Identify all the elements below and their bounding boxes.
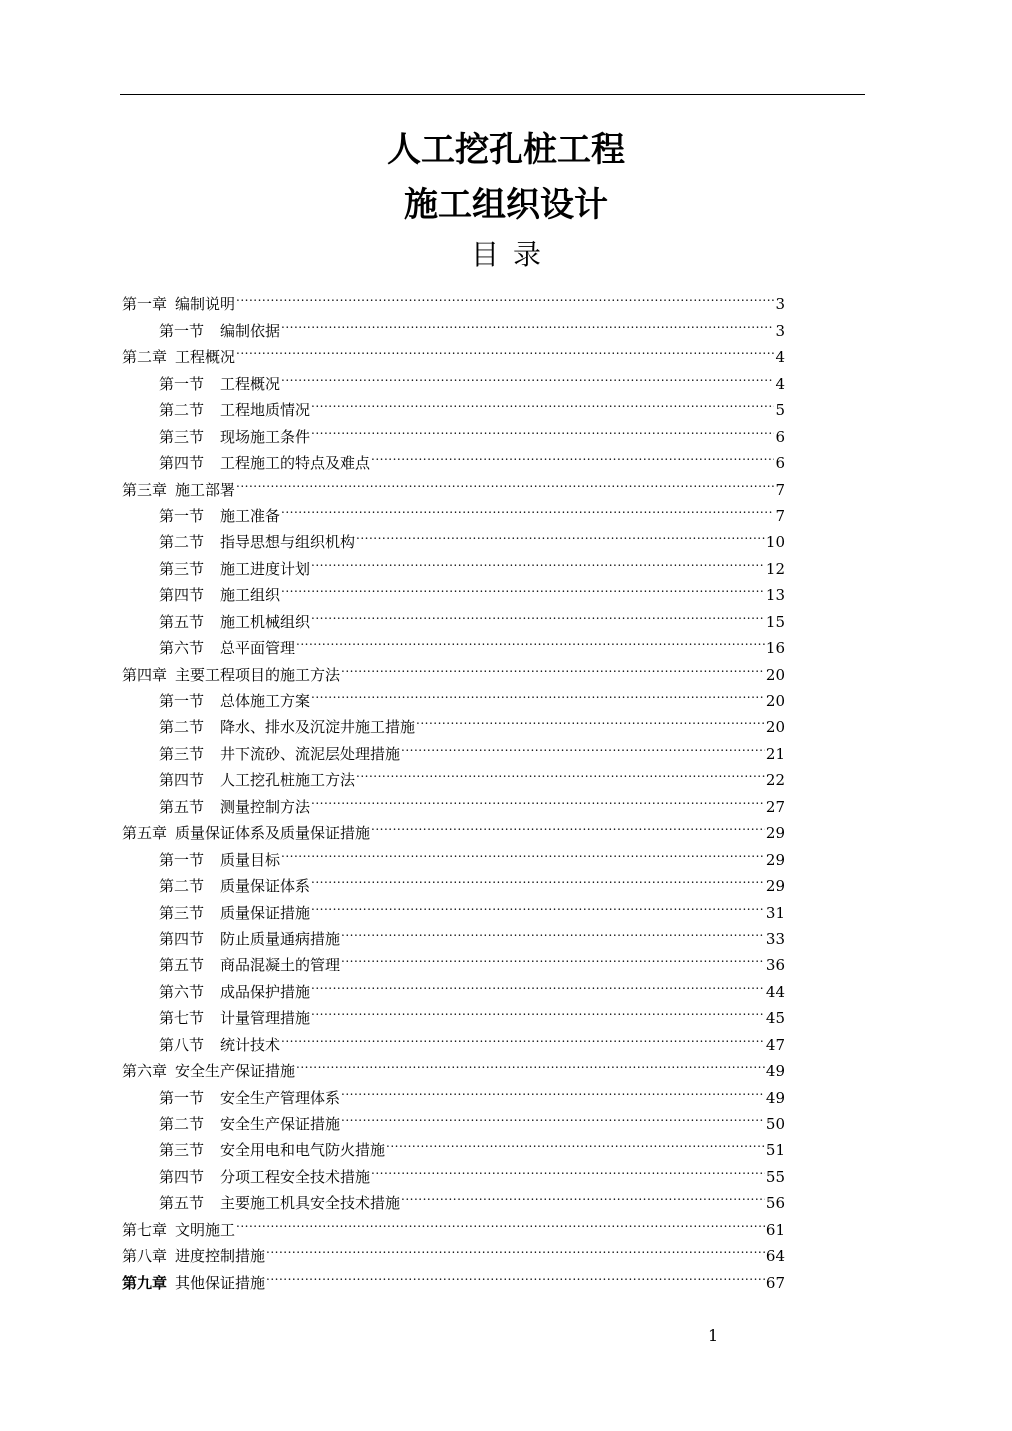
- toc-entry-title: 安全用电和电气防火措施: [220, 1141, 386, 1160]
- toc-dot-leader: [281, 574, 765, 600]
- toc-heading: 目录: [470, 238, 555, 271]
- toc-entry-page: 5: [775, 401, 785, 420]
- toc-dot-leader: [281, 495, 774, 521]
- toc-entry-title: 施工机械组织: [220, 612, 311, 631]
- toc-entry-label: [159, 1085, 340, 1111]
- toc-entry-title: 人工挖孔桩施工方法: [220, 771, 356, 790]
- toc-entry-label: [159, 1111, 340, 1137]
- toc-entry-title: 安全生产保证措施: [220, 1115, 341, 1133]
- toc-entry-title: 其他保证措施: [175, 1273, 266, 1292]
- toc-entry-number: 第一节: [159, 374, 205, 393]
- toc-entry-title: 施工部署: [175, 480, 236, 499]
- toc-entry-label: [159, 794, 310, 820]
- toc-entry-number: 第八节: [159, 1035, 205, 1054]
- toc-entry-page: 29: [765, 877, 785, 896]
- toc-entry-page: 56: [765, 1194, 785, 1213]
- toc-entry-label: [159, 1032, 280, 1058]
- toc-dot-leader: [311, 389, 774, 415]
- toc-entry-page: 27: [765, 797, 785, 816]
- toc-entry-page: 33: [765, 929, 785, 948]
- toc-dot-leader: [341, 653, 765, 679]
- toc-entry-number: 第八章: [122, 1247, 168, 1266]
- toc-entry-number: 第四节: [159, 454, 205, 473]
- toc-entry-title: 计量管理措施: [220, 1009, 311, 1028]
- toc-dot-leader: [236, 336, 774, 362]
- toc-entry-title: 统计技术: [220, 1035, 281, 1054]
- toc-dot-leader: [296, 627, 765, 653]
- toc-entry-number: 第二节: [159, 401, 205, 420]
- toc-entry-page: 61: [765, 1220, 785, 1239]
- toc-entry-page: 7: [775, 480, 785, 499]
- toc-entry-label: [159, 900, 310, 926]
- toc-dot-leader: [401, 1182, 765, 1208]
- toc-entry-page: 7: [775, 506, 785, 525]
- toc-dot-leader: [311, 680, 765, 706]
- toc-entry-label: [159, 714, 415, 740]
- toc-dot-leader: [311, 970, 765, 996]
- toc-dot-leader: [281, 1023, 765, 1049]
- header-rule: [120, 94, 865, 95]
- toc-entry-title: 测量控制方法: [220, 797, 311, 816]
- toc-entry-label: [159, 1137, 385, 1163]
- toc-entry-label: [122, 1217, 235, 1243]
- toc-entry-label: [159, 609, 310, 635]
- toc-dot-leader: [311, 415, 774, 441]
- toc-entry-page: 31: [765, 903, 785, 922]
- toc-dot-leader: [236, 283, 774, 309]
- toc-entry-title: 工程地质情况: [220, 401, 311, 420]
- toc-entry-page: 10: [765, 533, 785, 552]
- toc-dot-leader: [281, 309, 774, 335]
- toc-entry-page: 49: [765, 1088, 785, 1107]
- toc-entry-label: [159, 1164, 370, 1190]
- toc-dot-leader: [266, 1261, 765, 1287]
- toc-entry-title: 成品保护措施: [220, 982, 311, 1001]
- toc-dot-leader: [371, 1155, 765, 1181]
- toc-entry-title: 工程施工的特点及难点: [220, 454, 371, 473]
- toc-entry-label: [159, 503, 280, 529]
- toc-entry-title: 质量保证体系及质量保证措施: [175, 824, 371, 843]
- toc-entry-number: 第五节: [159, 612, 205, 631]
- toc-entry-page: 6: [775, 454, 785, 473]
- document-title: 人工挖孔桩工程: [387, 130, 625, 170]
- toc-entry-page: 6: [775, 427, 785, 446]
- toc-entry-title: 降水、排水及沉淀井施工措施: [220, 718, 416, 737]
- toc-dot-leader: [311, 547, 765, 573]
- toc-entry-page: 20: [765, 718, 785, 737]
- toc-entry-title: 施工组织: [220, 586, 281, 605]
- toc-entry-title: 防止质量通病措施: [220, 929, 341, 948]
- toc-entry-title: 进度控制措施: [175, 1247, 266, 1266]
- toc-entry-label: [122, 1243, 265, 1269]
- toc-entry-page: 21: [765, 744, 785, 763]
- toc-entry-title: 质量目标: [220, 850, 281, 869]
- document-subtitle: 施工组织设计: [404, 185, 608, 225]
- toc-entry-page: 4: [775, 374, 785, 393]
- toc-entry-number: 第四节: [159, 929, 205, 948]
- toc-entry-number: 第一章: [122, 295, 168, 314]
- toc-dot-leader: [356, 759, 765, 785]
- toc-entry-number: 第五章: [122, 824, 168, 843]
- toc-entry-title: 井下流砂、流泥层处理措施: [220, 744, 401, 763]
- toc-entry-page: 51: [765, 1141, 785, 1160]
- toc-dot-leader: [341, 1103, 765, 1129]
- toc-entry-label: [159, 371, 280, 397]
- toc-dot-leader: [416, 706, 765, 732]
- toc-dot-leader: [236, 468, 774, 494]
- toc-entry-page: 67: [765, 1273, 785, 1292]
- toc-entry-label: [159, 582, 280, 608]
- toc-entry-number: 第三节: [159, 1141, 205, 1160]
- toc-entry-number: 第二节: [159, 877, 205, 896]
- toc-entry-number: 第五节: [159, 956, 205, 975]
- toc-entry-title: 总平面管理: [220, 639, 296, 658]
- toc-entry-page: 64: [765, 1247, 785, 1266]
- toc-entry-number: 第一节: [159, 850, 205, 869]
- toc-entry-page: 50: [765, 1115, 785, 1133]
- toc-dot-leader: [266, 1235, 765, 1261]
- toc-dot-leader: [341, 1076, 765, 1102]
- toc-dot-leader: [281, 838, 765, 864]
- toc-entry-page: 55: [765, 1167, 785, 1186]
- toc-entry-title: 商品混凝土的管理: [220, 956, 341, 975]
- toc-entry-page: 20: [765, 665, 785, 684]
- toc-entry-page: 13: [765, 586, 785, 605]
- toc-entry-title: 安全生产保证措施: [175, 1062, 296, 1081]
- toc-dot-leader: [281, 362, 774, 388]
- toc-entry-number: 第四节: [159, 1167, 205, 1186]
- toc-entry-number: 第七章: [122, 1220, 168, 1239]
- toc-entry-label: [159, 979, 310, 1005]
- toc-entry-label: [122, 1058, 295, 1084]
- toc-entry-number: 第六节: [159, 982, 205, 1001]
- toc-entry-page: 15: [765, 612, 785, 631]
- toc-entry-title: 质量保证体系: [220, 877, 311, 896]
- toc-dot-leader: [311, 865, 765, 891]
- table-of-contents: [122, 283, 785, 1292]
- toc-entry-number: 第一节: [159, 321, 205, 340]
- toc-dot-leader: [371, 812, 765, 838]
- toc-entry-page: 4: [775, 348, 785, 367]
- toc-entry-number: 第二章: [122, 348, 168, 367]
- toc-entry-number: 第一节: [159, 692, 205, 710]
- toc-entry-title: 文明施工: [175, 1220, 236, 1239]
- toc-entry-page: 44: [765, 982, 785, 1001]
- toc-dot-leader: [341, 918, 765, 944]
- toc-entry-number: 第三节: [159, 744, 205, 763]
- toc-entry-title: 指导思想与组织机构: [220, 533, 356, 552]
- toc-entry-number: 第一节: [159, 506, 205, 525]
- toc-dot-leader: [401, 732, 765, 758]
- toc-entry-label: [122, 291, 235, 317]
- toc-entry-title: 工程概况: [220, 374, 281, 393]
- toc-dot-leader: [341, 944, 765, 970]
- toc-entry-page: 36: [765, 956, 785, 975]
- toc-entry-label: [159, 847, 280, 873]
- toc-entry-label: [159, 926, 340, 952]
- page-number: 1: [708, 1326, 719, 1345]
- toc-entry-title: 主要工程项目的施工方法: [175, 665, 341, 684]
- toc-dot-leader: [311, 891, 765, 917]
- toc-entry-number: 第四章: [122, 665, 168, 684]
- toc-entry-label: [159, 873, 310, 899]
- toc-entry-title: 编制说明: [175, 295, 236, 314]
- toc-entry-label: [122, 1270, 265, 1296]
- toc-entry-label: [159, 688, 310, 714]
- toc-entry-label: [159, 397, 310, 423]
- toc-entry-title: 现场施工条件: [220, 427, 311, 446]
- toc-entry-page: 49: [765, 1062, 785, 1081]
- toc-dot-leader: [356, 521, 765, 547]
- toc-entry-title: 工程概况: [175, 348, 236, 367]
- toc-entry-title: 编制依据: [220, 321, 281, 340]
- toc-entry-label: [122, 662, 340, 688]
- toc-chapter-entry[interactable]: [122, 283, 785, 314]
- toc-entry-number: 第三节: [159, 559, 205, 578]
- toc-dot-leader: [311, 997, 765, 1023]
- toc-entry-number: 第九章: [122, 1273, 168, 1292]
- toc-entry-page: 16: [765, 639, 785, 658]
- toc-entry-number: 第七节: [159, 1009, 205, 1028]
- toc-entry-number: 第二节: [159, 718, 205, 737]
- toc-dot-leader: [311, 600, 765, 626]
- toc-entry-page: 22: [765, 771, 785, 790]
- toc-dot-leader: [371, 442, 774, 468]
- toc-entry-label: [159, 635, 295, 661]
- toc-entry-label: [122, 344, 235, 370]
- toc-dot-leader: [386, 1129, 765, 1155]
- toc-entry-title: 施工准备: [220, 506, 281, 525]
- toc-entry-number: 第四节: [159, 586, 205, 605]
- toc-entry-title: 施工进度计划: [220, 559, 311, 578]
- toc-dot-leader: [311, 785, 765, 811]
- toc-dot-leader: [296, 1050, 765, 1076]
- toc-entry-number: 第三节: [159, 427, 205, 446]
- toc-entry-label: [159, 424, 310, 450]
- toc-entry-number: 第四节: [159, 771, 205, 790]
- toc-entry-title: 分项工程安全技术措施: [220, 1167, 371, 1186]
- toc-entry-page: 47: [765, 1035, 785, 1054]
- toc-entry-number: 第一节: [159, 1088, 205, 1107]
- toc-entry-number: 第五节: [159, 1194, 205, 1213]
- toc-entry-page: 29: [765, 824, 785, 843]
- toc-entry-number: 第五节: [159, 797, 205, 816]
- toc-entry-title: 主要施工机具安全技术措施: [220, 1194, 401, 1213]
- toc-entry-number: 第三章: [122, 480, 168, 499]
- toc-dot-leader: [236, 1208, 765, 1234]
- toc-entry-label: [122, 477, 235, 503]
- toc-entry-page: 12: [765, 559, 785, 578]
- toc-entry-number: 第三节: [159, 903, 205, 922]
- toc-entry-number: 第二节: [159, 1115, 205, 1133]
- toc-entry-page: 20: [765, 692, 785, 710]
- toc-entry-page: 29: [765, 850, 785, 869]
- toc-entry-title: 安全生产管理体系: [220, 1088, 341, 1107]
- toc-entry-page: 45: [765, 1009, 785, 1028]
- toc-entry-page: 3: [775, 321, 785, 340]
- toc-entry-number: 第六节: [159, 639, 205, 658]
- toc-entry-number: 第二节: [159, 533, 205, 552]
- toc-entry-title: 总体施工方案: [220, 692, 311, 710]
- toc-entry-page: 3: [775, 295, 785, 314]
- toc-entry-number: 第六章: [122, 1062, 168, 1081]
- toc-entry-title: 质量保证措施: [220, 903, 311, 922]
